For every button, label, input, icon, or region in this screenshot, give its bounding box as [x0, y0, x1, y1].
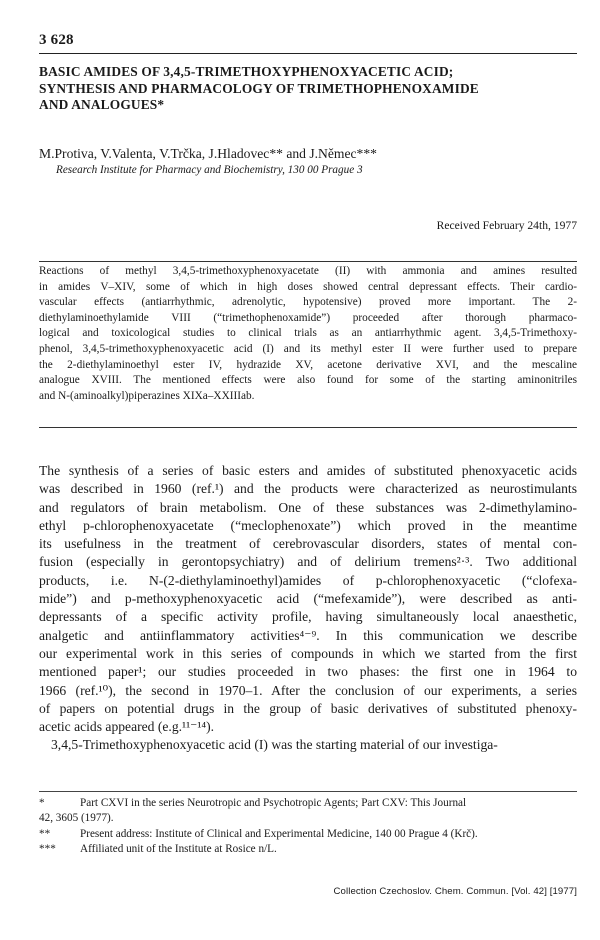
body-line: acetic acids appeared (e.g.¹¹⁻¹⁴).: [39, 719, 215, 735]
footnote-rule: [39, 791, 577, 792]
affiliation: Research Institute for Pharmacy and Biochemistry, 130 00 Prague 3: [56, 164, 363, 176]
article-title: [39, 64, 579, 114]
body-line: depressants of a specific activity profile, having simultaneously local anaesthetic,: [39, 609, 577, 625]
body-text: [39, 462, 577, 755]
body-line: products, i.e. N-(2-diethylaminoethyl)amides of p-chlorophenoxyacetic (“clofexa-: [39, 572, 577, 588]
abstract-line: phenol, 3,4,5-trimethoxyphenoxyacetic acid (I) and its methyl ester II were further used to prepare: [39, 342, 577, 355]
footnote: [39, 796, 577, 827]
abstract-line: diethylaminoethylamide VIII (“trimethophenoxamide”) proceeded after thorough pharmaco-: [39, 311, 577, 324]
body-line: and regulators of brain metabolism. One of these substances was 2-dimethylamino-: [39, 499, 577, 515]
abstract-line: the 2-diethylaminoethyl ester IV, hydrazide XV, acetone derivative XVI, and the mescaline: [39, 358, 577, 371]
abstract-line: vascular effects (antiarrhythmic, adrenolytic, hypotensive) proved more important. The 2-: [39, 296, 577, 309]
received-date: Received February 24th, 1977: [436, 219, 577, 232]
footnote-mark: ***: [39, 843, 56, 856]
body-line: mentioned paper¹; our studies proceeded in two phases: the first one in 1964 to: [39, 664, 577, 680]
abstract-bottom-rule: [39, 427, 577, 428]
body-line: its usefulness in the treatment of cerebrovascular disorders, states of mental con-: [39, 536, 577, 552]
body-line: of papers on potential drugs in the group of basic derivatives of substituted phenoxy-: [39, 700, 577, 716]
footnote-text: Present address: Institute of Clinical and Experimental Medicine, 140 00 Prague 4 (Krč).: [80, 827, 478, 840]
body-line: was described in 1960 (ref.¹) and the products were characterized as neurostimulants: [39, 481, 577, 497]
abstract-line: Reactions of methyl 3,4,5-trimethoxyphenoxyacetate (II) with ammonia and amines resulted: [39, 265, 577, 277]
body-line: analgetic and antiinflammatory activities⁴⁻⁹. In this communication we describe: [39, 627, 577, 643]
author-list: M.Protiva, V.Valenta, V.Trčka, J.Hladovec** and J.Němec***: [39, 146, 377, 161]
title-line: AND ANALOGUES*: [39, 97, 165, 112]
abstract-line: and N-(aminoalkyl)piperazines XIXa–XXIIIab.: [39, 389, 255, 402]
footnote: [39, 827, 577, 842]
footnote-text: 42, 3605 (1977).: [39, 812, 114, 825]
abstract-line: analogue XVIII. The mentioned effects were also found for some of the starting aminonitriles: [39, 374, 577, 387]
title-line: SYNTHESIS AND PHARMACOLOGY OF TRIMETHOPHENOXAMIDE: [39, 80, 479, 96]
body-line: 1966 (ref.¹⁰), the second in 1970–1. After the conclusion of our experiments, a series: [39, 682, 577, 698]
abstract-top-rule: [39, 261, 577, 262]
footnotes: [39, 796, 577, 858]
body-line: fusion (especially in gerontopsychiatry) and of delirium tremens²·³. Two additional: [39, 554, 577, 570]
body-line: ethyl p-chlorophenoxyacetate (“meclophenoxate”) which proved in the meantime: [39, 517, 577, 533]
abstract: [39, 264, 577, 404]
footnote-text: Affiliated unit of the Institute at Rosice n/L.: [80, 843, 277, 856]
footnote: [39, 842, 577, 857]
abstract-line: in amides V–XIV, some of which in high doses showed central depressant effects. Their cardio-: [39, 280, 577, 293]
header-rule: [39, 53, 577, 54]
body-line: 3,4,5-Trimethoxyphenoxyacetic acid (I) was the starting material of our investiga-: [51, 737, 498, 753]
body-line: mide”) and p-methoxyphenoxyacetic acid (“mefexamide”), were described as anti-: [39, 591, 577, 607]
abstract-line: logical and toxicological studies to clinical trials as an antiarrhythmic agent. 3,4,5-Trimethoxy-: [39, 327, 577, 340]
title-line: BASIC AMIDES OF 3,4,5-TRIMETHOXYPHENOXYACETIC ACID;: [39, 64, 454, 79]
footnote-mark: *: [39, 797, 45, 809]
footnote-text: Part CXVI in the series Neurotropic and Psychotropic Agents; Part CXV: This Journal: [80, 797, 467, 809]
journal-citation: Collection Czechoslov. Chem. Commun. [Vol. 42] [1977]: [333, 886, 577, 897]
body-line: our experimental work in this series of compounds in which we started from the first: [39, 645, 577, 661]
footnote-mark: **: [39, 827, 51, 840]
body-line: The synthesis of a series of basic esters and amides of substituted phenoxyacetic acids: [39, 463, 577, 478]
page-number: 3 628: [39, 32, 74, 48]
